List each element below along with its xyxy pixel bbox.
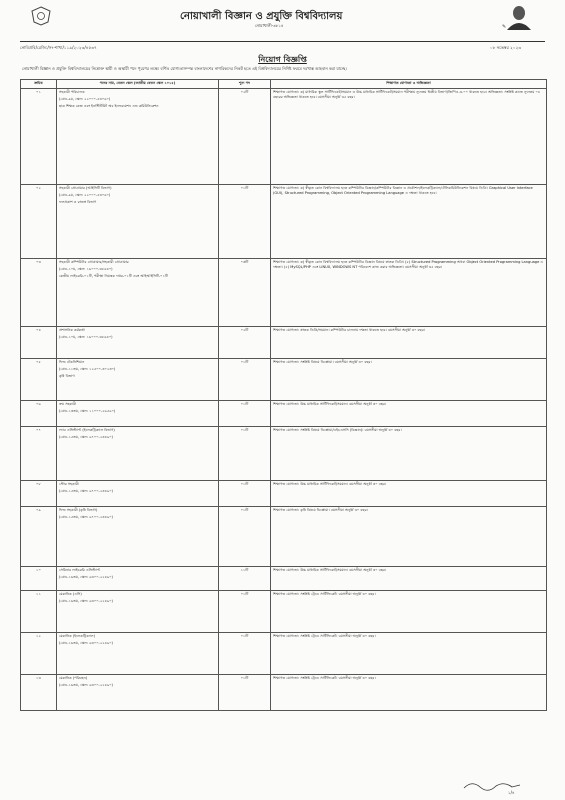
row-qualification (271, 567, 547, 591)
vacancy-table (20, 79, 547, 711)
row-vacancy: ০১টি (219, 427, 271, 481)
post-name: সহকারী কম্পিউটার প্রোগ্রামার/সহকারী প্রোগ্রামার (59, 260, 129, 264)
row-vacancy: ০১টি (219, 481, 271, 507)
post-scale: (গ্রেড-১৬তম, স্কেল: ৯৩০০-২২৪৯০) (59, 641, 113, 645)
qualification-text: শিক্ষাগত যোগ্যতা: সংশ্লিষ্ট ট্রেডে সার্টিফিকেট। বয়সসীমা অনূর্ধ্ব ৩০ বছর। (273, 676, 376, 680)
row-post (57, 327, 219, 359)
post-department: কৃষি বিভাগ (59, 374, 75, 378)
qualification-text: শিক্ষাগত যোগ্যতা: সংশ্লিষ্ট ট্রেডে সার্টিফিকেট। বয়সসীমা অনূর্ধ্ব ৩০ বছর। (273, 592, 376, 596)
row-post (57, 507, 219, 567)
post-name: ক্রয় সহকারী (59, 402, 77, 406)
table-row (21, 327, 547, 359)
row-serial: ১০ (21, 567, 57, 591)
post-scale: (গ্রেড-১৫তম, স্কেল: ৯৭০০-২৩৪৯০) (59, 435, 113, 439)
header-vacancy: শূন্য পদ (219, 80, 271, 89)
post-department: ফলপ্রকাশ ও রাজস্ব বিভাগ (59, 200, 97, 204)
row-vacancy: ০১টি (219, 359, 271, 401)
row-vacancy: ০৩টি (219, 259, 271, 327)
table-row (21, 567, 547, 591)
row-serial: ০৯ (21, 507, 57, 567)
row-serial: ০৬ (21, 401, 57, 427)
qualification-text: শিক্ষাগত যোগ্যতা: সংশ্লিষ্ট বিষয়ে ডিপ্লোমা। বয়সসীমা অনূর্ধ্ব ৩০ বছর। (273, 360, 372, 364)
qualification-text: শিক্ষাগত যোগ্যতা: কৃষি বিষয়ে ডিপ্লোমা। বয়সসীমা অনূর্ধ্ব ৩০ বছর। (273, 508, 368, 512)
table-row (21, 359, 547, 401)
row-serial: ১২ (21, 633, 57, 675)
row-post (57, 427, 219, 481)
row-qualification (271, 327, 547, 359)
post-scale: (গ্রেড-৯ম, স্কেল: ২২০০০-৫৩০৬০) (59, 193, 111, 197)
table-row (21, 401, 547, 427)
table-row (21, 481, 547, 507)
post-name: মেকানিক (ইলেকট্রিক্যাল) (59, 634, 96, 638)
table-row (21, 675, 547, 711)
row-vacancy: ০২টি (219, 327, 271, 359)
qualification-text: শিক্ষাগত যোগ্যতা: স্নাতক ডিগ্রি/সমমান। কম্পিউটার চালনায় দক্ষতা থাকতে হবে। বয়সসীমা অনূর্ধ্ব ৩০ বছর। (273, 328, 425, 332)
portrait-icon (501, 4, 533, 30)
table-row (21, 89, 547, 185)
row-serial: ০১ (21, 89, 57, 185)
row-serial: ০৫ (21, 359, 57, 401)
table-row (21, 591, 547, 633)
row-post (57, 481, 219, 507)
page-number: ১/৪ (508, 790, 515, 795)
row-serial: ১১ (21, 591, 57, 633)
row-qualification (271, 359, 547, 401)
row-qualification (271, 259, 547, 327)
post-scale: (গ্রেড-১৬তম, স্কেল: ৯৩০০-২২৪৯০) (59, 599, 113, 603)
post-scale: (গ্রেড-১১তম, স্কেল: ১২৫০০-৩০২৩০) (59, 367, 116, 371)
header-qualification: শিক্ষাগত যোগ্যতা ও অভিজ্ঞতা (271, 80, 547, 89)
post-scale: (গ্রেড-১৩তম, স্কেল: ১১০০০-২৬৫৯০) (59, 409, 116, 413)
row-qualification (271, 401, 547, 427)
row-post (57, 633, 219, 675)
row-vacancy: ০১টি (219, 675, 271, 711)
table-row (21, 633, 547, 675)
qualification-text: শিক্ষাগত যোগ্যতা: সংশ্লিষ্ট বিষয়ে ডিপ্লোমা/এইচএসসি (বিজ্ঞান)। বয়সসীমা অনূর্ধ্ব ৩০ বছর। (273, 428, 402, 432)
qualification-text: শিক্ষাগত যোগ্যতা: সংশ্লিষ্ট ট্রেডে সার্টিফিকেট। বয়সসীমা অনূর্ধ্ব ৩০ বছর। (273, 634, 376, 638)
post-department: কেন্দ্রীয় লাইব্রেরি-০১টি, পরীক্ষা নিয়ন্ত্রক দপ্তর-০১টি এবং আইআইসিটি-০১টি (59, 274, 168, 278)
row-vacancy: ০১টি (219, 185, 271, 259)
row-serial: ০৪ (21, 327, 57, 359)
qualification-text: শিক্ষাগত যোগ্যতা: উচ্চ মাধ্যমিক সার্টিফিকেট/সমমান। বয়সসীমা অনূর্ধ্ব ৩০ বছর। (273, 568, 387, 572)
post-name: সহকারী পরিচালক (59, 90, 85, 94)
post-scale: (গ্রেড-৯ম, স্কেল: ২২০০০-৫৩০৬০) (59, 97, 111, 101)
row-serial: ০৭ (21, 427, 57, 481)
post-scale: (গ্রেড-১৫তম, স্কেল: ৯৭০০-২৩৪৯০) (59, 489, 113, 493)
post-scale: (গ্রেড-১৫তম, স্কেল: ৯৭০০-২৩৪৯০) (59, 515, 113, 519)
post-name: মেকানিক (পরিবহন) (59, 676, 88, 680)
table-row (21, 185, 547, 259)
row-vacancy: ০১টি (219, 633, 271, 675)
svg-text:✎: ✎ (502, 24, 507, 30)
post-name: মেকানিক (এসি) (59, 592, 82, 596)
row-vacancy: ০১টি (219, 401, 271, 427)
row-post (57, 567, 219, 591)
post-name: সেমিনার লাইব্রেরি এসিস্ট্যান্ট (59, 568, 101, 572)
qualification-text: শিক্ষাগত যোগ্যতা: ক) স্বীকৃত কোন বিশ্ববিদ্যালয় হতে কম্পিউটার বিজ্ঞান বিষয়ে স্নাতক ডিগ্রি। (৫) Structured Programming অথবা Object Oriented Programming Language এ দক্ষতা। (৫) MySQL/PHP এবং LINUX, WINDOWS NT পরিবেশে কাজ করার অভিজ্ঞতা। বয়সসীমা অনূর্ধ্ব ৩৫ বছর। (273, 260, 544, 269)
table-header-row (21, 80, 547, 89)
header-serial: ক্রমিক (21, 80, 57, 89)
row-vacancy: ০১টি (219, 507, 271, 567)
header-post: পদের নাম, বেতন স্কেল (জাতীয় বেতন স্কেল ২০১৫) (57, 80, 219, 89)
post-scale: (গ্রেড-১৬তম, স্কেল: ৯৩০০-২২৪৯০) (59, 683, 113, 687)
row-qualification (271, 185, 547, 259)
row-vacancy: ০২টি (219, 89, 271, 185)
university-address: নোয়াখালী-৩৮১৪ (255, 23, 284, 28)
row-post (57, 259, 219, 327)
university-logo-icon (30, 6, 52, 26)
issue-date: ০৮ নভেম্বর ২০২৩ (490, 45, 522, 50)
post-name: প্রশাসনিক কর্মকর্তা (59, 328, 85, 332)
row-post (57, 591, 219, 633)
table-row (21, 427, 547, 481)
post-name: সহকারী প্রোগ্রামার (আইসিটি বিভাগ) (59, 186, 112, 190)
row-qualification (271, 633, 547, 675)
post-name: স্টোর সহকারী (59, 482, 79, 486)
post-scale: (গ্রেড-১৬তম, স্কেল: ৯৩০০-২২৪৯০) (59, 575, 113, 579)
row-vacancy: ০১টি (219, 591, 271, 633)
row-post (57, 89, 219, 185)
row-serial: ১৩ (21, 675, 57, 711)
post-scale: (গ্রেড-১০ম, স্কেল: ১৬০০০-৩৮৬৪০) (59, 335, 113, 339)
header-divider (20, 41, 545, 42)
qualification-text: শিক্ষাগত যোগ্যতা: উচ্চ মাধ্যমিক সার্টিফিকেট/সমমান। বয়সসীমা অনূর্ধ্ব ৩০ বছর। (273, 482, 387, 486)
row-post (57, 401, 219, 427)
table-row (21, 259, 547, 327)
memo-number: নোবিপ্রবি/রেজি:/সং-শাখা/১১৯/২০২৩/৪৫৩৭ (20, 45, 97, 50)
row-serial: ০৩ (21, 259, 57, 327)
post-name: ল্যাব এসিস্ট্যান্ট (ইলেকট্রিক্যাল বিভাগ) (59, 428, 115, 432)
row-post (57, 675, 219, 711)
row-post (57, 359, 219, 401)
row-qualification (271, 89, 547, 185)
notice-title: নিয়োগ বিজ্ঞপ্তি (258, 55, 307, 64)
notice-intro: নোয়াখালী বিজ্ঞান ও প্রযুক্তি বিশ্ববিদ্যালয়ের নিম্নোক্ত স্থায়ী ও অস্থায়ী পদে পূরণের লক্ষ্যে বর্ণিত যোগ্যতাসম্পন্ন বাংলাদেশের নাগরিকদের নিকট হতে এই বিশ্ববিদ্যালয়ের নির্দিষ্ট ফরমে দরখাস্ত আহবান করা যাচ্ছে। (22, 66, 347, 71)
row-qualification (271, 591, 547, 633)
row-qualification (271, 427, 547, 481)
post-name: ফিল্ড টেকনিশিয়ান (59, 360, 85, 364)
qualification-text: শিক্ষাগত যোগ্যতা: ক) মাধ্যমিক স্কুল সার্টিফিকেট/সমমান ও উচ্চ মাধ্যমিক সার্টিফিকেট/সমমান পরীক্ষায় ন্যূনতম দ্বিতীয় বিভাগ/জিপিএ-৩.০০ থাকতে হবে। অভিজ্ঞতা: সংশ্লিষ্ট কাজে ন্যূনতম ০৪ বছরের অভিজ্ঞতা থাকতে হবে। বয়সসীমা অনূর্ধ্ব ৩৫ বছর। (273, 90, 541, 99)
post-name: ফিল্ড সহকারী (কৃষি বিভাগ) (59, 508, 98, 512)
university-name: নোয়াখালী বিজ্ঞান ও প্রযুক্তি বিশ্ববিদ্যালয় (180, 11, 343, 22)
post-scale: (গ্রেড-১০ম, স্কেল: ১৬০০০-৩৮৬৪০) (59, 267, 113, 271)
qualification-text: শিক্ষাগত যোগ্যতা: ক) স্বীকৃত কোন বিশ্ববিদ্যালয় হতে কম্পিউটার বিজ্ঞান/কম্পিউটার বিজ্ঞান ও প্রকৌশল/ইলেকট্রিক্যাল/টেলিকমিউনিকেশন বিষয়ে ডিগ্রি। Graphical User Interface (GUI), Structured Programming, Object Oriented Programming Language এ দক্ষতা থাকতে হবে। (273, 186, 533, 195)
row-post (57, 185, 219, 259)
row-serial: ০২ (21, 185, 57, 259)
qualification-text: শিক্ষাগত যোগ্যতা: উচ্চ মাধ্যমিক সার্টিফিকেট/সমমান। বয়সসীমা অনূর্ধ্ব ৩০ বছর। (273, 402, 387, 406)
table-row (21, 507, 547, 567)
row-qualification (271, 481, 547, 507)
post-department: ছাত্র শিক্ষক কেন্দ্র এবং ইনস্টিটিউট অব ইনফরমেশন এন্ড কমিউনিকেশন (59, 104, 159, 108)
row-qualification (271, 675, 547, 711)
row-vacancy: ১১টি (219, 567, 271, 591)
row-qualification (271, 507, 547, 567)
row-serial: ০৮ (21, 481, 57, 507)
